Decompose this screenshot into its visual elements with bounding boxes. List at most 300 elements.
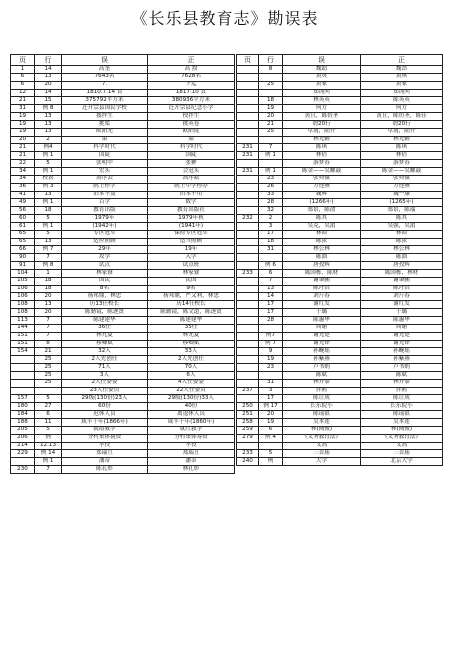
cell-wrong: 张明中: [62, 160, 148, 168]
cell-line: 14: [35, 89, 62, 97]
table-row: [237, 152, 443, 160]
cell-page: [237, 277, 259, 285]
table-row: [237, 442, 443, 450]
cell-line: 11: [35, 418, 62, 426]
cell-correct: 谢肇鹏: [361, 277, 443, 285]
cell-wrong: 分村集体挑资: [62, 434, 148, 442]
table-row: [11, 207, 235, 215]
cell-line: 14: [259, 293, 283, 301]
table-row: [11, 89, 235, 97]
cell-wrong: 试点: [62, 262, 148, 270]
cell-page: 104: [11, 269, 35, 277]
cell-line: 19: [259, 105, 283, 113]
table-row: [237, 199, 443, 207]
cell-correct: 科学时代: [148, 144, 235, 152]
cell-line: 例 14: [35, 450, 62, 458]
table-row: [11, 262, 235, 270]
cell-wrong: 7643名: [62, 73, 148, 81]
cell-wrong: 高奎: [62, 66, 148, 74]
table-row: [237, 403, 443, 411]
cell-wrong: 科学时代: [62, 144, 148, 152]
cell-line: [259, 89, 283, 97]
table-row: [237, 207, 443, 215]
table-row: [237, 269, 443, 277]
table-row: [237, 120, 443, 128]
cell-wrong: 义高: [283, 442, 361, 450]
cell-wrong: 《义务教育法》: [283, 434, 361, 442]
errata-table-left-body: [11, 66, 235, 474]
cell-correct: 陈让成: [361, 395, 443, 403]
table-row: [237, 183, 443, 191]
cell-line: 7: [35, 324, 62, 332]
cell-correct: 潘蒂: [148, 458, 235, 466]
cell-wrong: 陈圩洪: [283, 285, 361, 293]
cell-line: 17: [259, 230, 283, 238]
cell-wrong: 潘蒂: [62, 458, 148, 466]
cell-page: [237, 356, 259, 364]
cell-correct: 40份: [148, 403, 235, 411]
cell-correct: 数学: [148, 199, 235, 207]
table-row: [237, 317, 443, 325]
table-row: [237, 395, 443, 403]
table-header-row: [237, 55, 443, 66]
cell-correct: 游梦春: [361, 160, 443, 168]
cell-correct: 陈瑶银: [361, 411, 443, 419]
cell-correct: 1979年秋: [148, 215, 235, 223]
table-row: [11, 81, 235, 89]
cell-line: 例4: [35, 144, 62, 152]
cell-correct: 谢光楚: [361, 332, 443, 340]
table-row: [11, 152, 235, 160]
table-row: [237, 340, 443, 348]
table-row: [237, 418, 443, 426]
cell-page: [237, 191, 259, 199]
cell-correct: 高序耘: [148, 175, 235, 183]
cell-line: 5: [35, 426, 62, 434]
cell-correct: 谢光铎: [361, 340, 443, 348]
cell-correct: 周谢: [361, 324, 443, 332]
cell-page: 108: [11, 301, 35, 309]
cell-page: [237, 246, 259, 254]
cell-page: 154: [11, 348, 35, 356]
table-row: [237, 285, 443, 293]
cell-page: 233: [237, 269, 259, 277]
table-row: [237, 246, 443, 254]
cell-wrong: 黄且，陈仿圣: [283, 113, 361, 121]
cell-wrong: 71人: [62, 364, 148, 372]
cell-page: [11, 458, 35, 466]
cell-wrong: 国陡: [62, 152, 148, 160]
cell-page: [237, 293, 259, 301]
cell-page: 36: [11, 183, 35, 191]
cell-page: 66: [11, 246, 35, 254]
cell-line: 7: [259, 144, 283, 152]
cell-correct: 张翀: [148, 160, 235, 168]
cell-page: [237, 230, 259, 238]
cell-line: 2: [259, 215, 283, 223]
header-wrong: 误: [62, 55, 148, 66]
table-row: [11, 160, 235, 168]
cell-line: 例 1: [35, 222, 62, 230]
cell-correct: 扬邦鼎，严又利，林忠: [148, 293, 235, 301]
cell-line: 18: [35, 207, 62, 215]
header-page: 页: [11, 55, 35, 66]
cell-line: 13: [35, 113, 62, 121]
cell-line: 21: [35, 348, 62, 356]
cell-correct: 义高: [361, 442, 443, 450]
cell-page: [237, 113, 259, 121]
table-row: [237, 175, 443, 183]
cell-correct: 授拌生: [148, 113, 235, 121]
cell-wrong: 23人任委员: [62, 387, 148, 395]
cell-page: [237, 301, 259, 309]
cell-wrong: 林倍: [283, 152, 361, 160]
cell-page: 180: [11, 403, 35, 411]
cell-correct: 黄家: [361, 81, 443, 89]
cell-wrong: 移卿斌: [62, 340, 148, 348]
cell-correct: 刘斤春: [361, 293, 443, 301]
cell-page: 105: [11, 277, 35, 285]
cell-line: 13: [35, 191, 62, 199]
cell-line: 例: [35, 434, 62, 442]
cell-line: [259, 160, 283, 168]
table-row: [11, 230, 235, 238]
cell-page: 240: [237, 458, 259, 466]
cell-page: 188: [11, 418, 35, 426]
cell-page: 233: [237, 450, 259, 458]
cell-page: [237, 207, 259, 215]
cell-wrong: 刘斤春: [283, 293, 361, 301]
cell-line: 5: [259, 450, 283, 458]
cell-line: 例 1: [35, 199, 62, 207]
cell-page: 279: [237, 434, 259, 442]
table-row: [11, 191, 235, 199]
errata-table-right: [236, 54, 443, 466]
cell-line: 5: [35, 215, 62, 223]
table-row: [237, 73, 443, 81]
table-row: [11, 144, 235, 152]
cell-wrong: 孝役: [62, 442, 148, 450]
cell-correct: 陈斌: [361, 371, 443, 379]
cell-page: 19: [11, 113, 35, 121]
cell-correct: 试点班: [148, 262, 235, 270]
cell-line: 28: [259, 317, 283, 325]
table-row: [11, 356, 235, 364]
cell-page: [237, 340, 259, 348]
cell-wrong: 宏头: [62, 167, 148, 175]
cell-correct: 黄且，陈仿圣，陈佳: [361, 113, 443, 121]
cell-correct: 适当照顾: [148, 238, 235, 246]
cell-wrong: 1979年: [62, 215, 148, 223]
cell-line: 19: [259, 418, 283, 426]
cell-wrong: 谢光铎: [283, 340, 361, 348]
table-row: [11, 434, 235, 442]
cell-correct: 陈英英: [361, 97, 443, 105]
cell-correct: 9名: [148, 285, 235, 293]
cell-line: 7: [35, 317, 62, 325]
cell-line: 20: [259, 113, 283, 121]
cell-wrong: 卓南，陆介: [283, 128, 361, 136]
cell-correct: 入学: [148, 254, 235, 262]
table-row: [237, 136, 443, 144]
cell-line: 例 7: [259, 340, 283, 348]
cell-wrong: 鸥上停学: [62, 183, 148, 191]
cell-correct: 林公林: [361, 246, 443, 254]
table-row: [11, 418, 235, 426]
cell-wrong: 林开泰: [283, 379, 361, 387]
cell-line: 13: [35, 238, 62, 246]
cell-wrong: 375792平方米: [62, 97, 148, 105]
cell-wrong: 方连燕: [283, 183, 361, 191]
cell-wrong: 陈琪: [283, 144, 361, 152]
cell-wrong: 扬邦鼎，林忠: [62, 293, 148, 301]
cell-wrong: 染: [62, 136, 148, 144]
cell-correct: 陈其: [361, 215, 443, 223]
cell-wrong: 教育出版: [62, 207, 148, 215]
table-row: [237, 277, 443, 285]
cell-correct: 吴强，吴湄: [361, 222, 443, 230]
table-row: [11, 442, 235, 450]
cell-line: 21: [259, 120, 283, 128]
cell-line: 20: [35, 81, 62, 89]
cell-line: 20: [35, 293, 62, 301]
cell-page: [11, 364, 35, 372]
table-row: [11, 222, 235, 230]
header-correct: 正: [148, 55, 235, 66]
table-row: [237, 128, 443, 136]
table-row: [237, 262, 443, 270]
cell-line: 例 3: [35, 183, 62, 191]
table-row: [11, 199, 235, 207]
cell-page: 106: [11, 285, 35, 293]
header-page: 页: [237, 55, 259, 66]
cell-line: 3: [259, 387, 283, 395]
cell-wrong: 唐孜辉: [283, 262, 361, 270]
cell-wrong: 陈勤镜，陈逐贤: [62, 309, 148, 317]
table-row: [237, 293, 443, 301]
cell-page: 214: [11, 442, 35, 450]
cell-page: 21: [11, 97, 35, 105]
cell-correct: 6人: [148, 371, 235, 379]
cell-page: [237, 66, 259, 74]
cell-correct: 林开泰: [361, 379, 443, 387]
cell-page: 108: [11, 309, 35, 317]
cell-wrong: 陈让成: [283, 395, 361, 403]
cell-page: 91: [11, 262, 35, 270]
cell-line: 18: [259, 97, 283, 105]
cell-correct: 林元夏: [148, 332, 235, 340]
cell-correct: 魏昂: [361, 66, 443, 74]
cell-page: 1: [11, 66, 35, 74]
cell-correct: 挑英卷: [148, 120, 235, 128]
cell-wrong: 谢肇鹏: [283, 277, 361, 285]
cell-page: 19: [11, 128, 35, 136]
table-row: [11, 175, 235, 183]
cell-correct: 郑景，陈瑞: [361, 207, 443, 215]
cell-correct: 就红教学: [148, 426, 235, 434]
cell-wrong: 7.: [62, 81, 148, 89]
cell-page: 232: [237, 215, 259, 223]
cell-page: 61: [11, 222, 35, 230]
header-wrong: 误: [283, 55, 361, 66]
cell-page: 106: [11, 293, 35, 301]
table-row: [237, 238, 443, 246]
table-row: [237, 222, 443, 230]
cell-line: 2: [35, 136, 62, 144]
cell-page: 6: [11, 81, 35, 89]
table-row: [237, 160, 443, 168]
cell-correct: 欧阳徒: [148, 128, 235, 136]
cell-page: [237, 160, 259, 168]
cell-line: 25: [35, 371, 62, 379]
cell-line: 32: [259, 207, 283, 215]
cell-line: 5: [35, 395, 62, 403]
cell-correct: 郑纯向: [361, 89, 443, 97]
cell-page: [237, 348, 259, 356]
cell-correct: 孙紫燕: [361, 356, 443, 364]
table-row: [11, 215, 235, 223]
cell-page: [237, 222, 259, 230]
cell-page: 237: [237, 387, 259, 395]
cell-line: 例 8: [35, 105, 62, 113]
table-row: [11, 66, 235, 74]
cell-line: 25: [35, 356, 62, 364]
table-row: [11, 285, 235, 293]
cell-wrong: 于璐: [283, 309, 361, 317]
cell-wrong: 拌鸥: [283, 387, 361, 395]
cell-line: 26: [259, 183, 283, 191]
cell-correct: 三首庙: [361, 450, 443, 458]
cell-correct: 方连燕: [361, 183, 443, 191]
cell-correct: 鸥上中学停办: [148, 183, 235, 191]
cell-line: 27: [35, 403, 62, 411]
cell-line: 13: [259, 285, 283, 293]
cell-correct: 陈惠华: [361, 317, 443, 325]
cell-page: 151: [11, 340, 35, 348]
cell-line: 25: [259, 128, 283, 136]
cell-correct: 于璐: [361, 309, 443, 317]
page-title: 《长乐县教育志》勘误表: [131, 9, 319, 28]
header-line: 行: [259, 55, 283, 66]
cell-correct: 吴本莲: [361, 418, 443, 426]
cell-correct: 历14任校长: [148, 301, 235, 309]
table-row: [237, 191, 443, 199]
cell-line: 13: [35, 120, 62, 128]
cell-correct: 会冠头: [148, 167, 235, 175]
cell-correct: 何方: [361, 105, 443, 113]
cell-correct: 北京大学: [361, 458, 443, 466]
cell-wrong: 旧本不及: [62, 191, 148, 199]
cell-page: 229: [11, 450, 35, 458]
cell-wrong: 攻学: [62, 254, 148, 262]
cell-correct: 卢书炳: [361, 364, 443, 372]
table-row: [237, 356, 443, 364]
cell-wrong: 陈溜: [283, 254, 361, 262]
cell-wrong: 陈建建华: [62, 317, 148, 325]
cell-correct: 长乐院小: [361, 403, 443, 411]
table-row: [11, 238, 235, 246]
table-row: [11, 120, 235, 128]
table-row: [237, 364, 443, 372]
table-row: [11, 309, 235, 317]
cell-page: 65: [11, 230, 35, 238]
cell-page: [237, 105, 259, 113]
cell-wrong: 历13任校长: [62, 301, 148, 309]
cell-line: 14: [35, 66, 62, 74]
cell-line: 17: [259, 301, 283, 309]
table-row: [11, 403, 235, 411]
table-row: [11, 301, 235, 309]
cell-page: 231: [237, 152, 259, 160]
cell-wrong: 林家寮: [62, 269, 148, 277]
table-row: [237, 144, 443, 152]
cell-line: 7: [35, 332, 62, 340]
cell-wrong: 谢红发: [283, 301, 361, 309]
table-row: [11, 411, 235, 419]
table-row: [11, 269, 235, 277]
table-row: [11, 371, 235, 379]
cell-wrong: 孙紫燕: [283, 356, 361, 364]
table-row: [11, 426, 235, 434]
cell-correct: 黄琪: [361, 73, 443, 81]
cell-correct: (1265年): [361, 199, 443, 207]
cell-wrong: 林(陶俊): [283, 426, 361, 434]
cell-line: 例 1: [259, 152, 283, 160]
cell-wrong: 8名: [62, 285, 148, 293]
cell-page: 60: [11, 215, 35, 223]
table-row: [11, 332, 235, 340]
cell-line: 6: [259, 269, 283, 277]
cell-line: [259, 371, 283, 379]
cell-wrong: 吴克，吴湄: [283, 222, 361, 230]
cell-correct: (1941年): [148, 222, 235, 230]
cell-correct: 旧本不用: [148, 191, 235, 199]
cell-wrong: 林光辅: [283, 136, 361, 144]
cell-correct: 咸丰十年(1860年): [148, 418, 235, 426]
cell-line: [35, 387, 62, 395]
cell-page: 90: [11, 254, 35, 262]
table-row: [11, 458, 235, 466]
cell-page: 20: [11, 136, 35, 144]
cell-page: 65: [11, 238, 35, 246]
cell-correct: 33人: [148, 348, 235, 356]
cell-page: 258: [237, 418, 259, 426]
cell-page: [237, 128, 259, 136]
cell-page: [237, 371, 259, 379]
cell-page: [237, 285, 259, 293]
cell-line: 例7: [259, 332, 283, 340]
cell-correct: 4人任委委: [148, 379, 235, 387]
cell-line: 23: [259, 364, 283, 372]
cell-wrong: 专区冠军: [62, 230, 148, 238]
cell-correct: 民国: [148, 277, 235, 285]
table-row: [237, 309, 443, 317]
table-row: [237, 167, 443, 175]
cell-page: 259: [237, 426, 259, 434]
cell-line: 例 4: [259, 434, 283, 442]
cell-line: 例 8: [35, 262, 62, 270]
cell-line: 例 6: [259, 262, 283, 270]
cell-wrong: 高序云: [62, 175, 148, 183]
table-row: [237, 411, 443, 419]
cell-line: 5: [35, 230, 62, 238]
cell-correct: 林(陶俊): [361, 426, 443, 434]
cell-wrong: 林英英: [283, 97, 361, 105]
cell-wrong: 援拌生: [62, 113, 148, 121]
table-row: [11, 105, 235, 113]
cell-correct: 高 揆: [148, 66, 235, 74]
cell-page: [237, 364, 259, 372]
